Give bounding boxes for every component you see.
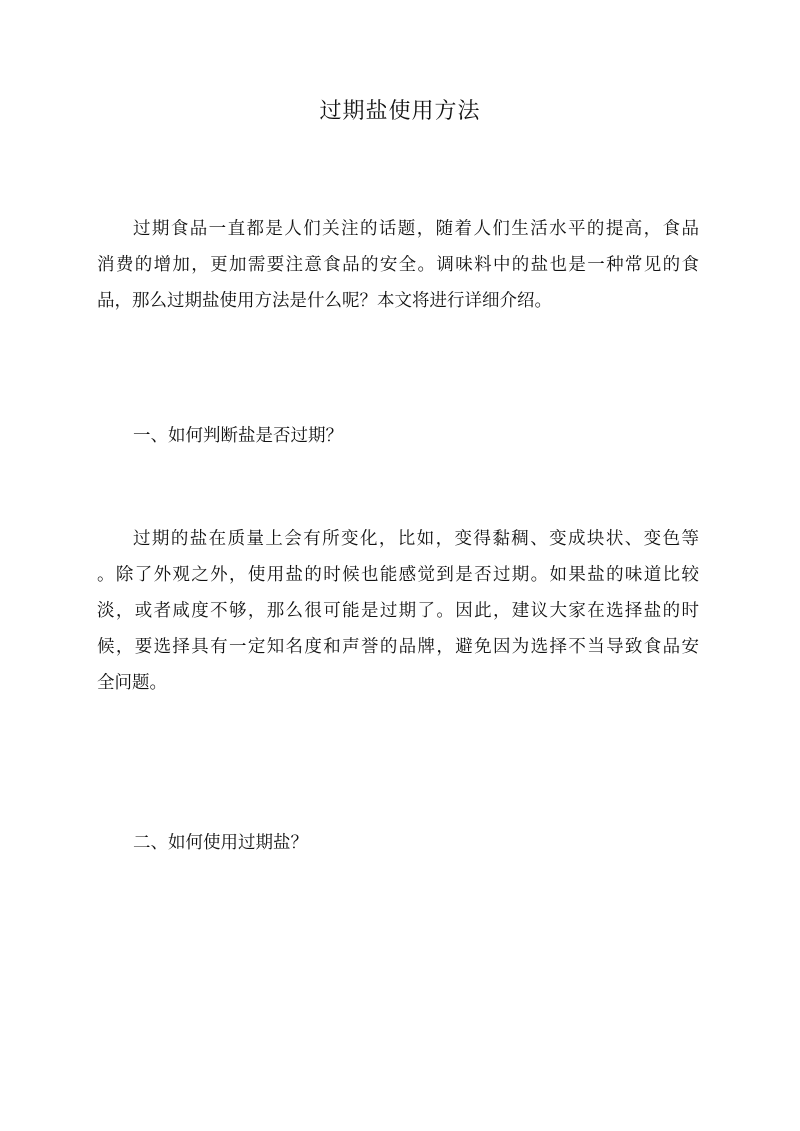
paragraph-line: 品，那么过期盐使用方法是什么呢？本文将进行详细介绍。 (97, 291, 552, 311)
paragraph-line: 消费的增加，更加需要注意食品的安全。调味料中的盐也是一种常见的食 (97, 255, 699, 275)
paragraph-line: 候，要选择具有一定知名度和声誉的品牌，避免因为选择不当导致食品安 (97, 637, 699, 657)
intro-paragraph (97, 211, 699, 319)
section-heading-1: 一、如何判断盐是否过期？ (133, 426, 343, 446)
paragraph-line: 过期食品一直都是人们关注的话题，随着人们生活水平的提高，食品 (133, 219, 699, 239)
section-1-paragraph (97, 521, 699, 701)
paragraph-line: 全问题。 (97, 673, 167, 693)
document-title: 过期盐使用方法 (319, 99, 481, 124)
section-heading-2: 二、如何使用过期盐？ (133, 833, 308, 853)
paragraph-line: 。除了外观之外，使用盐的时候也能感觉到是否过期。如果盐的味道比较 (97, 565, 699, 585)
paragraph-line: 过期的盐在质量上会有所变化，比如，变得黏稠、变成块状、变色等 (133, 529, 699, 549)
paragraph-line: 淡，或者咸度不够，那么很可能是过期了。因此，建议大家在选择盐的时 (97, 601, 699, 621)
